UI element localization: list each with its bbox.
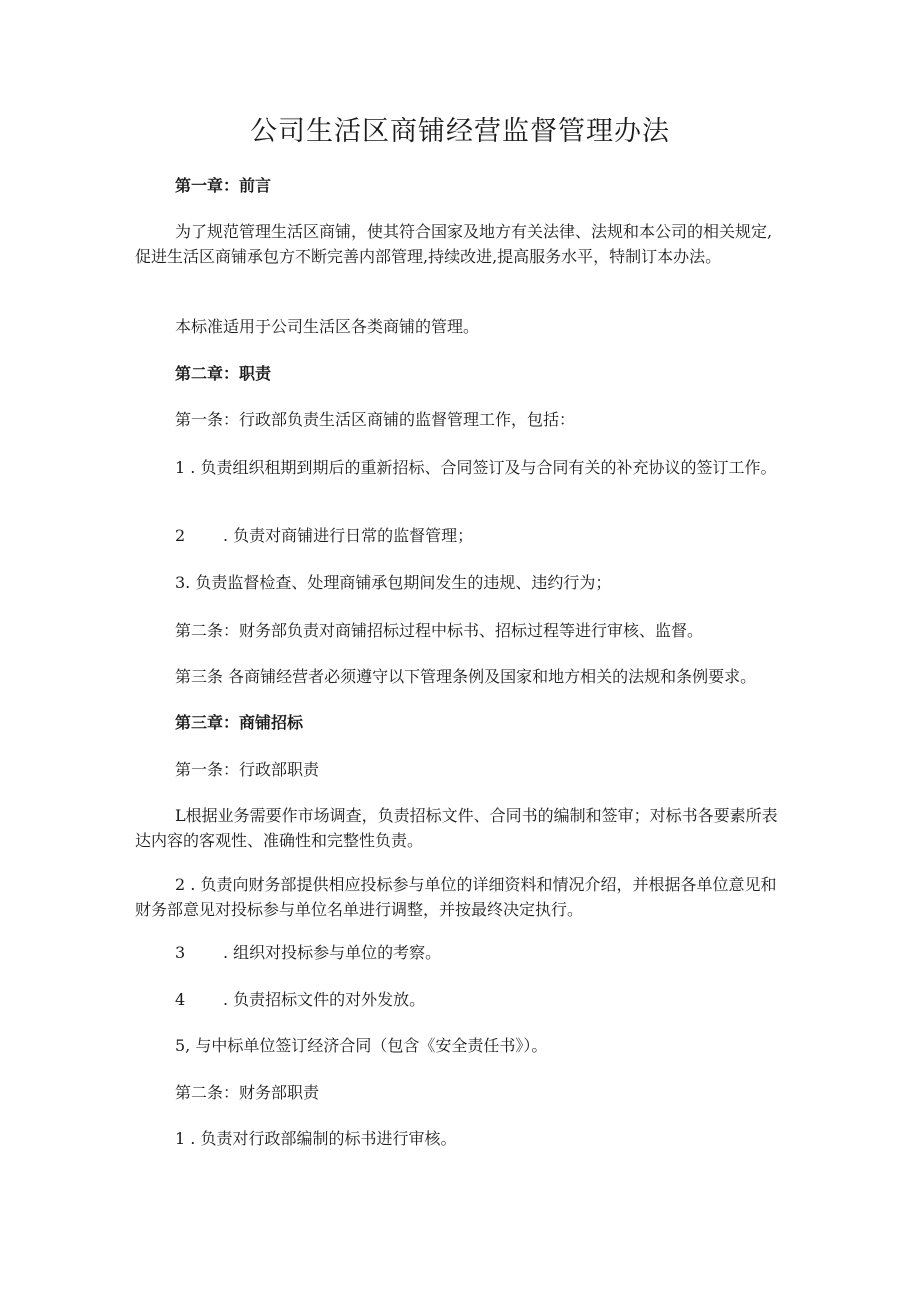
chapter-3-item-1: L根据业务需要作市场调查，负责招标文件、合同书的编制和签审；对标书各要素所表达内容的客观性、准确性和完整性负责。: [135, 806, 778, 850]
chapter-3-item-3: [175, 940, 790, 965]
chapter-2-heading: 第二章：职责: [175, 364, 272, 383]
chapter-2-item-1: 1 . 负责组织租期到期后的重新招标、合同签订及与合同有关的补充协议的签订工作。: [175, 458, 777, 477]
document-title: 公司生活区商铺经营监督管理办法: [250, 116, 670, 147]
chapter-2-article-3: 第三条 各商铺经营者必须遵守以下管理条例及国家和地方相关的法规和条例要求。: [175, 667, 757, 686]
chapter-2-article-1: 第一条：行政部负责生活区商铺的监督管理工作，包括：: [175, 410, 576, 429]
chapter-3-item-2: 2 . 负责向财务部提供相应投标参与单位的详细资料和情况介绍，并根据各单位意见和财务部意见对投标参与单位名单进行调整，并按最终决定执行。: [135, 875, 777, 919]
item-number: 2: [175, 526, 186, 545]
chapter-3-article-2-item-1: 1 . 负责对行政部编制的标书进行审核。: [175, 1129, 457, 1148]
item-text: . 负责招标文件的对外发放。: [223, 990, 426, 1009]
chapter-2-item-2: [175, 523, 790, 548]
item-text: . 组织对投标参与单位的考察。: [223, 943, 442, 962]
chapter-3-heading: 第三章：商铺招标: [175, 713, 304, 732]
chapter-3-item-4: [175, 987, 790, 1012]
chapter-3-article-2: 第二条：财务部职责: [175, 1083, 320, 1102]
chapter-1-paragraph-1: 为了规范管理生活区商铺，使其符合国家及地方有关法律、法规和本公司的相关规定,促进生活区商铺承包方不断完善内部管理,持续改进,提高服务水平，特制订本办法。: [135, 222, 773, 266]
item-number: 3: [175, 943, 186, 962]
chapter-2-item-3: 3. 负责监督检查、处理商铺承包期间发生的违规、违约行为；: [175, 573, 612, 592]
chapter-3-article-1: 第一条：行政部职责: [175, 760, 320, 779]
chapter-1-paragraph-2: 本标准适用于公司生活区各类商铺的管理。: [175, 317, 480, 336]
item-text: . 负责对商铺进行日常的监督管理；: [223, 526, 474, 545]
chapter-2-article-2: 第二条：财务部负责对商铺招标过程中标书、招标过程等进行审核、监督。: [175, 621, 704, 640]
chapter-3-item-5: 5, 与中标单位签订经济合同（包含《安全责任书》）。: [175, 1036, 548, 1055]
chapter-1-heading: 第一章：前言: [175, 176, 272, 195]
item-number: 4: [175, 990, 186, 1009]
